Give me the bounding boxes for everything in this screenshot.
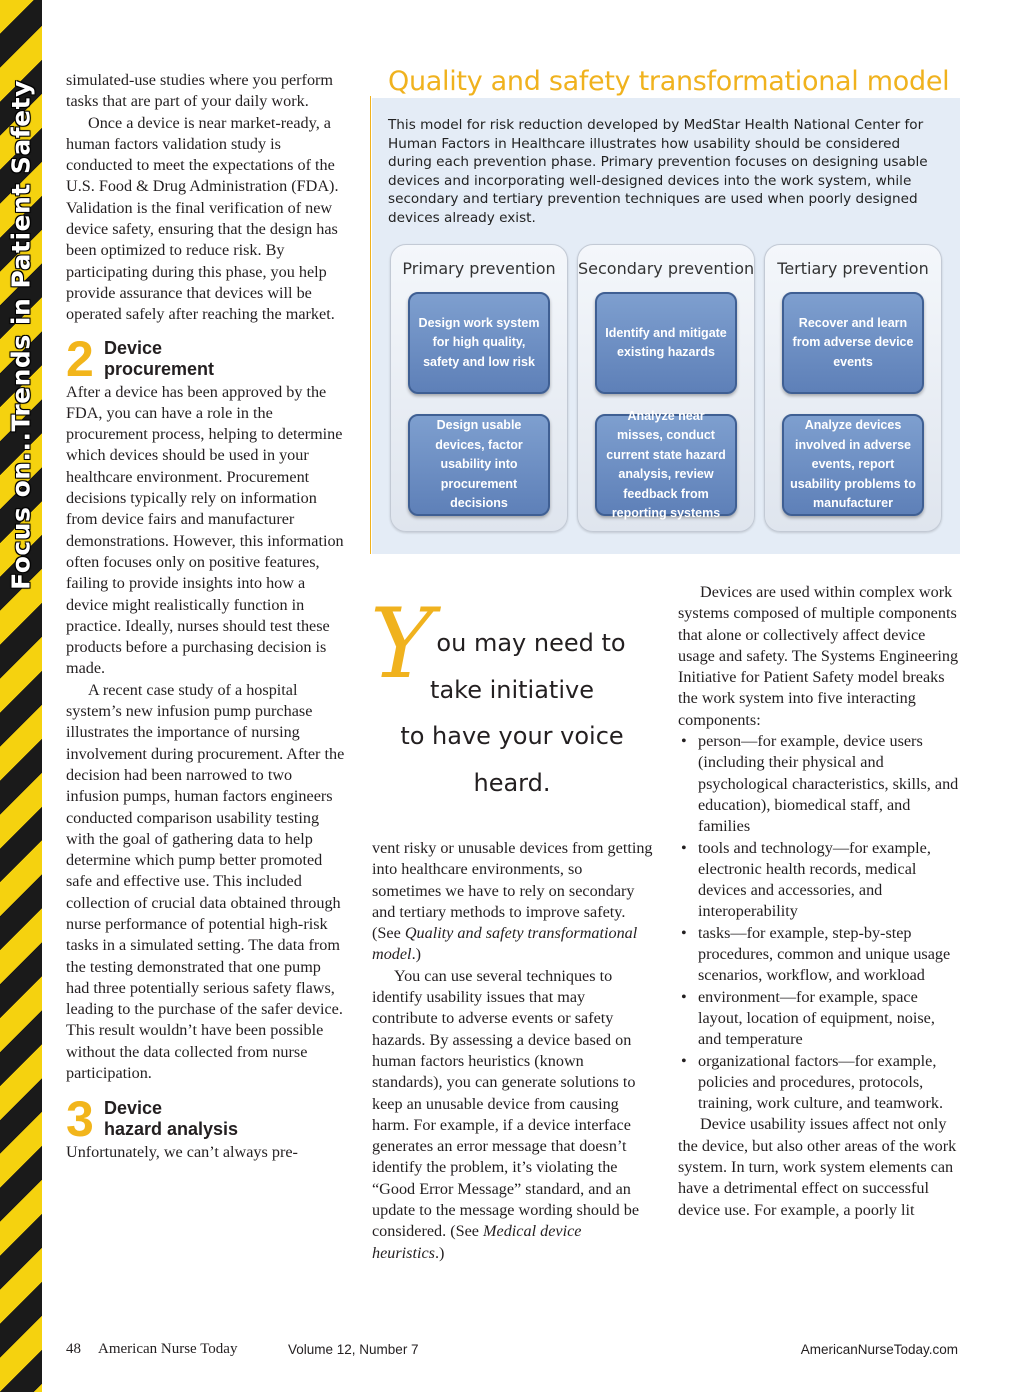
website-link[interactable]: AmericanNurseToday.com (800, 1342, 958, 1357)
phase-primary-box-2: Design usable devices, factor usability into procurement decisions (408, 414, 550, 516)
left-paragraph-3: After a device has been approved by the FDA, you can have a role in the procurement process, helping to determine which devices should be used in your healthcare environment. Procurement decisions typically rely on information from device fairs and manufacturer demonstrations. However, this information often focuses only on positive features, failing to provide insights into how a device might realistically function in practice. Ideally, nurses should test these products before a purchasing decision is made. (66, 382, 344, 678)
middle-paragraph-2 (372, 966, 654, 1264)
left-paragraph-5: Unfortunately, we can’t always pre- (66, 1143, 298, 1162)
page-number: 48 (66, 1341, 81, 1357)
middle-paragraph-1-text: vent risky or unusable devices from getting into healthcare environments, so sometimes we have to rely on secondary and tertiary methods to improve safety. (See (372, 839, 653, 943)
section-3-title-line-2: hazard analysis (104, 1119, 239, 1140)
phase-primary-title: Primary prevention (402, 259, 556, 278)
phase-secondary-box-2: Analyze near misses, conduct current state hazard analysis, review feedback from reporting systems (595, 414, 737, 516)
section-3-title (104, 1098, 238, 1140)
phase-primary-box-1: Design work system for high quality, safety and low risk (408, 292, 550, 394)
section-3-title-line-1: Device (104, 1098, 163, 1119)
middle-paragraph-1 (372, 838, 654, 966)
phase-secondary-box-1: Identify and mitigate existing hazards (595, 292, 737, 394)
right-paragraph-2: Device usability issues affect not only the device, but also other areas of the work system. In turn, work system elements can have a detrimental effect on successful device use. For example, a poorly lit (678, 1115, 957, 1219)
phase-tertiary (764, 244, 942, 532)
phase-secondary (577, 244, 755, 532)
journal-name: American Nurse Today (98, 1341, 238, 1357)
section-2-title-line-2: procurement (104, 358, 215, 379)
left-column (66, 70, 346, 1164)
section-3-number: 3 (66, 1091, 94, 1148)
pull-quote-line-3: to have your voice (400, 722, 624, 750)
list-item: • tasks—for example, step-by-step procedures, common and unique usage scenarios, workflow, and workload (678, 923, 962, 987)
list-item: • tools and technology—for example, electronic health records, medical devices and accessories, and interoperability (678, 838, 962, 923)
pull-quote-line-2: take initiative (430, 675, 594, 704)
section-3-heading (66, 1091, 346, 1148)
pull-quote (392, 620, 632, 806)
figure-title: Quality and safety transformational model (388, 66, 950, 97)
phase-secondary-title: Secondary prevention (578, 259, 755, 278)
figure-reference-link: Quality and safety transformational model (372, 924, 638, 964)
right-column (678, 582, 962, 1221)
list-item: • environment—for example, space layout, location of equipment, noise, and temperature (678, 987, 962, 1051)
section-2-title-line-1: Device (104, 337, 163, 358)
right-paragraph-1: Devices are used within complex work systems composed of multiple components that alone or collectively affect device usage and safety. The Systems Engineering Initiative for Patient Safety model breaks the work system into five interacting components: (678, 583, 959, 729)
middle-paragraph-2-text: You can use several techniques to identify usability issues that may contribute to adverse events or safety hazards. By assessing a device based on human factors heuristics (known standards), you can generate solutions to keep an unusable device from causing harm. For example, if a device interface generates an error message that doesn’t identify the problem, it’s violating the “Good Error Message” standard, and an update to the message wording should be considered. (See (372, 966, 640, 1241)
section-label: Focus on...Trends in Patient Safety (6, 80, 36, 590)
middle-column (372, 838, 654, 1264)
work-system-components-list (678, 731, 962, 1114)
phase-tertiary-box-1: Recover and learn from adverse device events (782, 292, 924, 394)
figure-description: This model for risk reduction developed by MedStar Health National Center for Human Factors in Healthcare illustrates how usability should be considered during each prevention phase. Primary prevention focuses on designing usable devices and incorporating well-designed devices into the work system, while secondary and tertiary prevention techniques are used when poorly designed devices already exist. (388, 117, 928, 226)
hazard-stripe-sidebar (0, 0, 42, 1392)
list-item: • organizational factors—for example, policies and procedures, protocols, training, work culture, and teamwork. (678, 1051, 962, 1115)
pull-quote-line-4: heard. (473, 768, 551, 797)
list-item: • person—for example, device users (including their physical and psychological characteristics, skills, and education), biomedical staff, and families (678, 731, 962, 837)
volume-info: Volume 12, Number 7 (288, 1342, 419, 1357)
middle-paragraph-1-end: .) (411, 945, 421, 964)
phase-tertiary-box-2: Analyze devices involved in adverse events, report usability problems to manufacturer (782, 414, 924, 516)
pull-quote-line-1: ou may need to (436, 629, 626, 657)
figure-box (372, 98, 960, 554)
middle-paragraph-2-end: .) (434, 1243, 445, 1262)
figure-rule (370, 96, 371, 554)
pull-quote-initial: Y (370, 588, 434, 700)
phase-primary (390, 244, 568, 532)
section-2-title (104, 338, 214, 380)
section-2-number: 2 (66, 330, 94, 387)
section-2-heading (66, 330, 346, 387)
phase-tertiary-title: Tertiary prevention (777, 259, 929, 278)
left-paragraph-4: A recent case study of a hospital system’s new infusion pump purchase illustrates the importance of nursing involvement during procurement. After the decision had been narrowed to two infusion pumps, human factors engineers conducted comparison usability testing with the goal of gathering data to help determine which pump better promoted safe and effective use. This included collection of crucial data obtained through nurse performance of potential high-risk tasks in a simulated setting. The data from the testing demonstrated that one pump had three potentially serious safety flaws, leading to the purchase of the safer device. This result wouldn’t have been possible without the data collected from nurse participation. (66, 680, 345, 1083)
left-paragraph-2: Once a device is near market-ready, a human factors validation study is conducted to meet the expectations of the U.S. Food & Drug Administration (FDA). Validation is the final verification of new device safety, ensuring that the design has been optimized to reduce risk. By participating during this phase, you help provide assurance that devices will be operated safely after reaching the market. (66, 113, 339, 324)
left-paragraph-1: simulated-use studies where you perform tasks that are part of your daily work. (66, 71, 334, 111)
heuristics-reference-link: Medical device heuristics (372, 1222, 582, 1262)
